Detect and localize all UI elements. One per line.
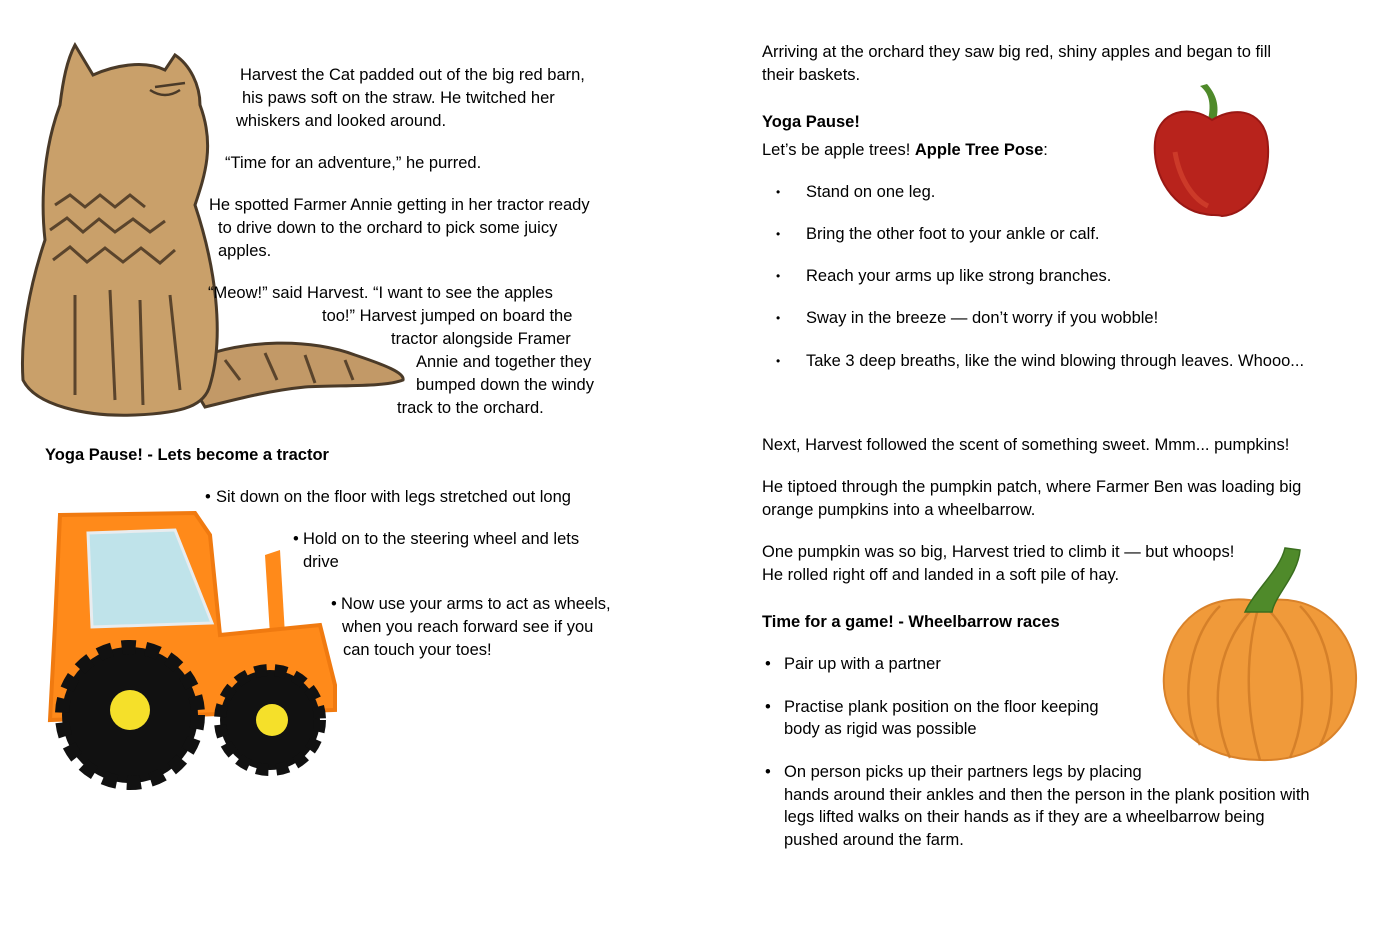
story-p4-line2: too!” Harvest jumped on board the (322, 307, 573, 325)
game-step-2-line2: body as rigid was possible (784, 720, 977, 738)
game-step-2-line1: Practise plank position on the floor keeping (784, 698, 1099, 716)
tractor-step-2-bullet: • (293, 530, 299, 548)
apple-yoga-pose-name: Apple Tree Pose (914, 141, 1044, 159)
story-p2: “Time for an adventure,” he purred. (225, 154, 482, 172)
apple-yoga-intro-text: Let’s be apple trees! (762, 141, 915, 159)
apple-step-1-bullet: • (776, 185, 781, 199)
tractor-step-2-line2: drive (303, 553, 339, 571)
pumpkin-illustration (1160, 540, 1360, 765)
apple-body (1155, 111, 1268, 216)
tractor-wheel-rear (62, 647, 198, 783)
apple-step-5: Take 3 deep breaths, like the wind blowing through leaves. Whooo... (806, 352, 1305, 370)
yoga-tractor-heading: Yoga Pause! - Lets become a tractor (45, 446, 329, 464)
apple-step-1: Stand on one leg. (806, 183, 936, 201)
game-step-1-bullet: • (765, 655, 771, 673)
tractor-step-3-bullet: • (331, 595, 337, 613)
game-step-3-line2: hands around their ankles and then the person in the plank position with (784, 786, 1310, 804)
game-step-1: Pair up with a partner (784, 655, 941, 673)
story-p4-line6: track to the orchard. (397, 399, 544, 417)
apple-step-3: Reach your arms up like strong branches. (806, 267, 1112, 285)
story-p3-line2: to drive down to the orchard to pick some juicy (218, 219, 558, 237)
pumpkin-text-p2-line1: He tiptoed through the pumpkin patch, where Farmer Ben was loading big (762, 478, 1302, 496)
apple-step-2-bullet: • (776, 227, 781, 241)
story-p3-line3: apples. (218, 242, 272, 260)
apple-yoga-intro (762, 139, 1048, 162)
game-step-3-line1: On person picks up their partners legs by placing (784, 763, 1142, 781)
apple-step-4: Sway in the breeze — don’t worry if you wobble! (806, 309, 1159, 327)
tractor-step-2-line1: Hold on to the steering wheel and lets (303, 530, 580, 548)
pumpkin-text-p2-line2: orange pumpkins into a wheelbarrow. (762, 501, 1036, 519)
apple-yoga-intro-end: : (1043, 141, 1048, 159)
game-heading: Time for a game! - Wheelbarrow races (762, 613, 1060, 631)
orchard-text-line1: Arriving at the orchard they saw big red, shiny apples and began to fill (762, 43, 1272, 61)
apple-step-4-bullet: • (776, 311, 781, 325)
tractor-hub-front (256, 704, 288, 736)
tractor-step-1-bullet: • (205, 488, 211, 506)
pumpkin-text-p3-line2: He rolled right off and landed in a soft pile of hay. (762, 566, 1120, 584)
apple-step-5-bullet: • (776, 354, 781, 368)
game-step-3-bullet: • (765, 763, 771, 781)
tractor-step-3-line2: when you reach forward see if you (342, 618, 594, 636)
story-p4-line4: Annie and together they (416, 353, 592, 371)
story-p4-line1: “Meow!” said Harvest. “I want to see the apples (208, 284, 553, 302)
story-p4-line5: bumped down the windy (416, 376, 594, 394)
game-step-3-line4: pushed around the farm. (784, 831, 964, 849)
tractor-hub-rear (110, 690, 150, 730)
tractor-step-1: Sit down on the floor with legs stretched out long (216, 488, 571, 506)
game-step-3-line3: legs lifted walks on their hands as if they are a wheelbarrow being (784, 808, 1265, 826)
story-p1-line2: his paws soft on the straw. He twitched her (242, 89, 555, 107)
tractor-wheel-front (220, 670, 320, 770)
apple-illustration (1150, 82, 1275, 222)
tractor-step-3-line3: can touch your toes! (343, 641, 492, 659)
tractor-exhaust (265, 550, 285, 635)
pumpkin-text-p3-line1: One pumpkin was so big, Harvest tried to climb it — but whoops! (762, 543, 1235, 561)
pumpkin-body (1164, 599, 1356, 760)
apple-yoga-heading: Yoga Pause! (762, 113, 860, 131)
game-step-2-bullet: • (765, 698, 771, 716)
tractor-step-3-line1: Now use your arms to act as wheels, (341, 595, 611, 613)
apple-step-2: Bring the other foot to your ankle or calf. (806, 225, 1100, 243)
pumpkin-text-p1: Next, Harvest followed the scent of something sweet. Mmm... pumpkins! (762, 436, 1290, 454)
apple-step-3-bullet: • (776, 269, 781, 283)
story-p3-line1: He spotted Farmer Annie getting in her tractor ready (209, 196, 590, 214)
story-p4-line3: tractor alongside Framer (391, 330, 571, 348)
orchard-text-line2: their baskets. (762, 66, 861, 84)
story-p1-line3: whiskers and looked around. (236, 112, 447, 130)
story-p1-line1: Harvest the Cat padded out of the big red barn, (240, 66, 585, 84)
